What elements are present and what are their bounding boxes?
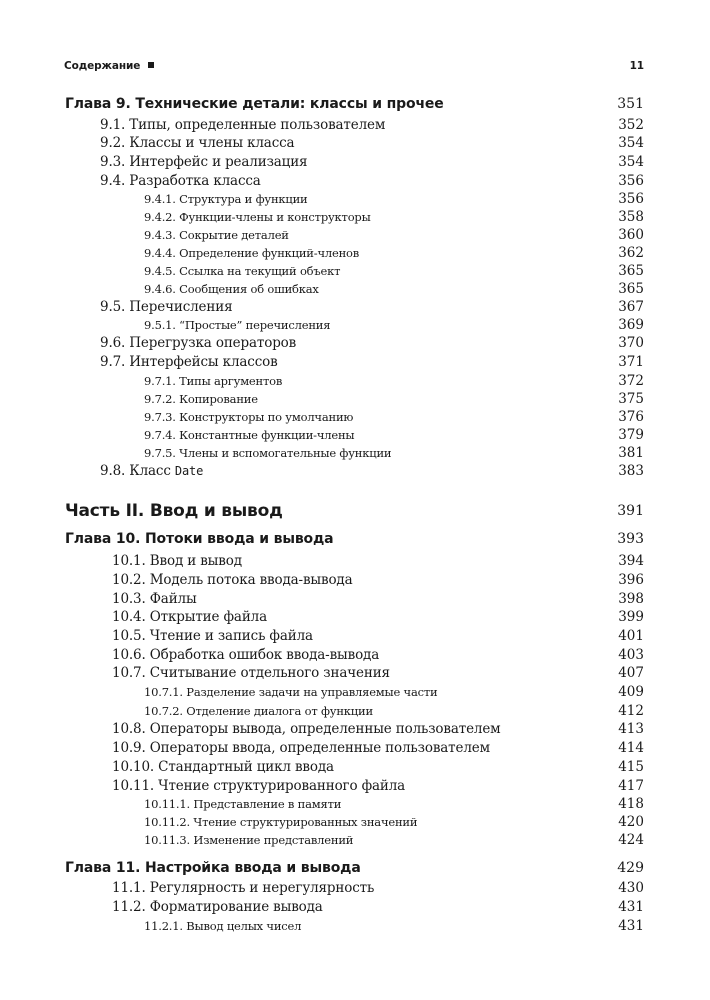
toc-entry-title: 10.5. Чтение и запись файла (112, 628, 313, 644)
toc-entry-page: 430 (618, 880, 644, 896)
toc-entry-title: 10.7.2. Отделение диалога от функции (144, 704, 373, 718)
toc-entry-title: 9.6. Перегрузка операторов (100, 335, 297, 351)
toc-entry-section (112, 720, 644, 738)
toc-entry-page: 417 (618, 778, 644, 794)
toc-entry-page: 354 (618, 135, 644, 151)
toc-entry-sub (144, 702, 644, 720)
toc-entry-page: 371 (618, 354, 644, 370)
toc-entry-section (100, 116, 644, 134)
toc-entry-page: 393 (617, 531, 644, 547)
toc-entry-section (112, 664, 644, 682)
toc-entry-title: 10.6. Обработка ошибок ввода-вывода (112, 647, 380, 663)
toc-entry-section (112, 590, 644, 608)
toc-entry-page: 381 (618, 445, 644, 461)
toc-entry-title: 9.4.5. Ссылка на текущий объект (144, 264, 341, 278)
toc-entry-sub (144, 390, 644, 408)
toc-entry-section (112, 879, 644, 897)
toc-entry-title: 9.7.1. Типы аргументов (144, 374, 283, 388)
toc-entry-section (112, 552, 644, 570)
toc-entry-title: 9.8. Класс Date (100, 463, 204, 479)
toc-entry-title: 10.11. Чтение структурированного файла (112, 778, 406, 794)
toc-entry-title: 10.9. Операторы ввода, определенные пользователем (112, 740, 490, 756)
toc-entry-chapter (65, 530, 644, 548)
toc-entry-section (112, 571, 644, 589)
toc-entry-title: 9.7.4. Константные функции-члены (144, 428, 355, 442)
toc-entry-title: 9.4. Разработка класса (100, 173, 261, 189)
toc-entry-sub (144, 831, 644, 849)
toc-entry-sub (144, 426, 644, 444)
toc-entry-title: 9.5.1. “Простые” перечисления (144, 318, 331, 332)
toc-entry-title: 9.7.2. Копирование (144, 392, 258, 406)
toc-entry-title: 9.4.4. Определение функций-членов (144, 246, 360, 260)
toc-entry-page: 365 (618, 263, 644, 279)
toc-entry-title: 10.1. Ввод и вывод (112, 553, 242, 569)
toc-entry-page: 352 (618, 117, 644, 133)
toc-entry-section (112, 608, 644, 626)
toc-entry-section (112, 739, 644, 757)
toc-entry-section (112, 758, 644, 776)
toc-entry-page: 409 (618, 684, 644, 700)
toc-entry-sub (144, 190, 644, 208)
toc-entry-chapter (65, 859, 644, 877)
toc-entry-sub (144, 917, 644, 935)
toc-entry-title: 11.1. Регулярность и нерегулярность (112, 880, 375, 896)
toc-entry-page: 429 (617, 860, 644, 876)
toc-entry-title: 10.7. Считывание отдельного значения (112, 665, 390, 681)
toc-entry-page: 431 (618, 918, 644, 934)
toc-entry-page: 375 (618, 391, 644, 407)
toc-entry-page: 391 (617, 503, 644, 519)
toc-entry-sub (144, 444, 644, 462)
toc-entry-page: 415 (618, 759, 644, 775)
toc-entry-page: 398 (618, 591, 644, 607)
toc-entry-page: 379 (618, 427, 644, 443)
toc-entry-page: 399 (618, 609, 644, 625)
toc-entry-sub (144, 372, 644, 390)
toc-entry-title: 10.3. Файлы (112, 591, 197, 607)
toc-entry-title: 9.3. Интерфейс и реализация (100, 154, 308, 170)
toc-entry-page: 407 (618, 665, 644, 681)
square-bullet-icon (148, 62, 154, 68)
toc-entry-title: 10.8. Операторы вывода, определенные пользователем (112, 721, 501, 737)
toc-entry-title: 10.11.2. Чтение структурированных значений (144, 815, 418, 829)
toc-entry-title: 9.7.5. Члены и вспомогательные функции (144, 446, 392, 460)
toc-entry-title: 9.4.2. Функции-члены и конструкторы (144, 210, 371, 224)
toc-entry-sub (144, 208, 644, 226)
toc-entry-section (112, 777, 644, 795)
toc-entry-sub (144, 262, 644, 280)
toc-entry-page: 424 (618, 832, 644, 848)
toc-entry-page: 351 (617, 96, 644, 112)
toc-entry-page: 369 (618, 317, 644, 333)
toc-entry-page: 372 (618, 373, 644, 389)
toc-entry-page: 418 (618, 796, 644, 812)
toc-entry-section (100, 172, 644, 190)
toc-entry-title: 10.10. Стандартный цикл ввода (112, 759, 334, 775)
toc-entry-page: 367 (618, 299, 644, 315)
toc-entry-page: 420 (618, 814, 644, 830)
toc-entry-title: 10.2. Модель потока ввода-вывода (112, 572, 353, 588)
toc-entry-title: 9.5. Перечисления (100, 299, 233, 315)
toc-entry-title: Глава 10. Потоки ввода и вывода (65, 531, 334, 547)
toc-entry-sub (144, 226, 644, 244)
toc-entry-section (100, 298, 644, 316)
toc-entry-page: 354 (618, 154, 644, 170)
toc-entry-title: 11.2.1. Вывод целых чисел (144, 919, 302, 933)
toc-entry-page: 383 (618, 463, 644, 479)
toc-entry-sub (144, 813, 644, 831)
toc-entry-page: 356 (618, 191, 644, 207)
toc-entry-title: 9.7.3. Конструкторы по умолчанию (144, 410, 354, 424)
toc-entry-section (100, 462, 644, 480)
toc-entry-sub (144, 795, 644, 813)
page-number: 11 (629, 60, 644, 72)
toc-entry-section (100, 334, 644, 352)
toc-entry-sub (144, 280, 644, 298)
toc-entry-title: 10.11.3. Изменение представлений (144, 833, 354, 847)
toc-entry-page: 403 (618, 647, 644, 663)
toc-entry-section (100, 134, 644, 152)
toc-entry-section (100, 353, 644, 371)
toc-entry-page: 396 (618, 572, 644, 588)
toc-entry-page: 365 (618, 281, 644, 297)
toc-entry-title: 9.2. Классы и члены класса (100, 135, 295, 151)
toc-entry-chapter (65, 95, 644, 113)
toc-entry-page: 401 (618, 628, 644, 644)
toc-entry-title: 9.4.6. Сообщения об ошибках (144, 282, 319, 296)
toc-entry-page: 376 (618, 409, 644, 425)
toc-entry-page: 431 (618, 899, 644, 915)
toc-entry-page: 362 (618, 245, 644, 261)
toc-entry-page: 413 (618, 721, 644, 737)
toc-entry-page: 360 (618, 227, 644, 243)
toc-entry-section (100, 153, 644, 171)
toc-entry-title: Глава 9. Технические детали: классы и прочее (65, 96, 444, 112)
toc-entry-sub (144, 408, 644, 426)
toc-entry-title: 9.7. Интерфейсы классов (100, 354, 278, 370)
running-head (64, 60, 644, 76)
toc-entry-title: 11.2. Форматирование вывода (112, 899, 323, 915)
toc-entry-sub (144, 244, 644, 262)
code-class-name: Date (174, 464, 204, 478)
toc-entry-sub (144, 683, 644, 701)
toc-entry-page: 370 (618, 335, 644, 351)
toc-entry-page: 414 (618, 740, 644, 756)
toc-entry-section (112, 898, 644, 916)
toc-entry-title: Часть II. Ввод и вывод (65, 501, 283, 521)
toc-entry-page: 356 (618, 173, 644, 189)
toc-entry-title: Глава 11. Настройка ввода и вывода (65, 860, 361, 876)
toc-entry-title: 9.1. Типы, определенные пользователем (100, 117, 386, 133)
toc-entry-page: 394 (618, 553, 644, 569)
toc-entry-title: 10.7.1. Разделение задачи на управляемые части (144, 685, 438, 699)
toc-entry-section (112, 646, 644, 664)
toc-entry-sub (144, 316, 644, 334)
toc-entry-title: 10.11.1. Представление в памяти (144, 797, 342, 811)
toc-entry-page: 358 (618, 209, 644, 225)
toc-entry-title: 10.4. Открытие файла (112, 609, 267, 625)
toc-entry-title: 9.4.3. Сокрытие деталей (144, 228, 289, 242)
toc-entry-section (112, 627, 644, 645)
running-head-title: Содержание (64, 60, 154, 72)
toc-entry-page: 412 (618, 703, 644, 719)
toc-entry-title: 9.4.1. Структура и функции (144, 192, 308, 206)
toc-entry-part (65, 501, 644, 519)
